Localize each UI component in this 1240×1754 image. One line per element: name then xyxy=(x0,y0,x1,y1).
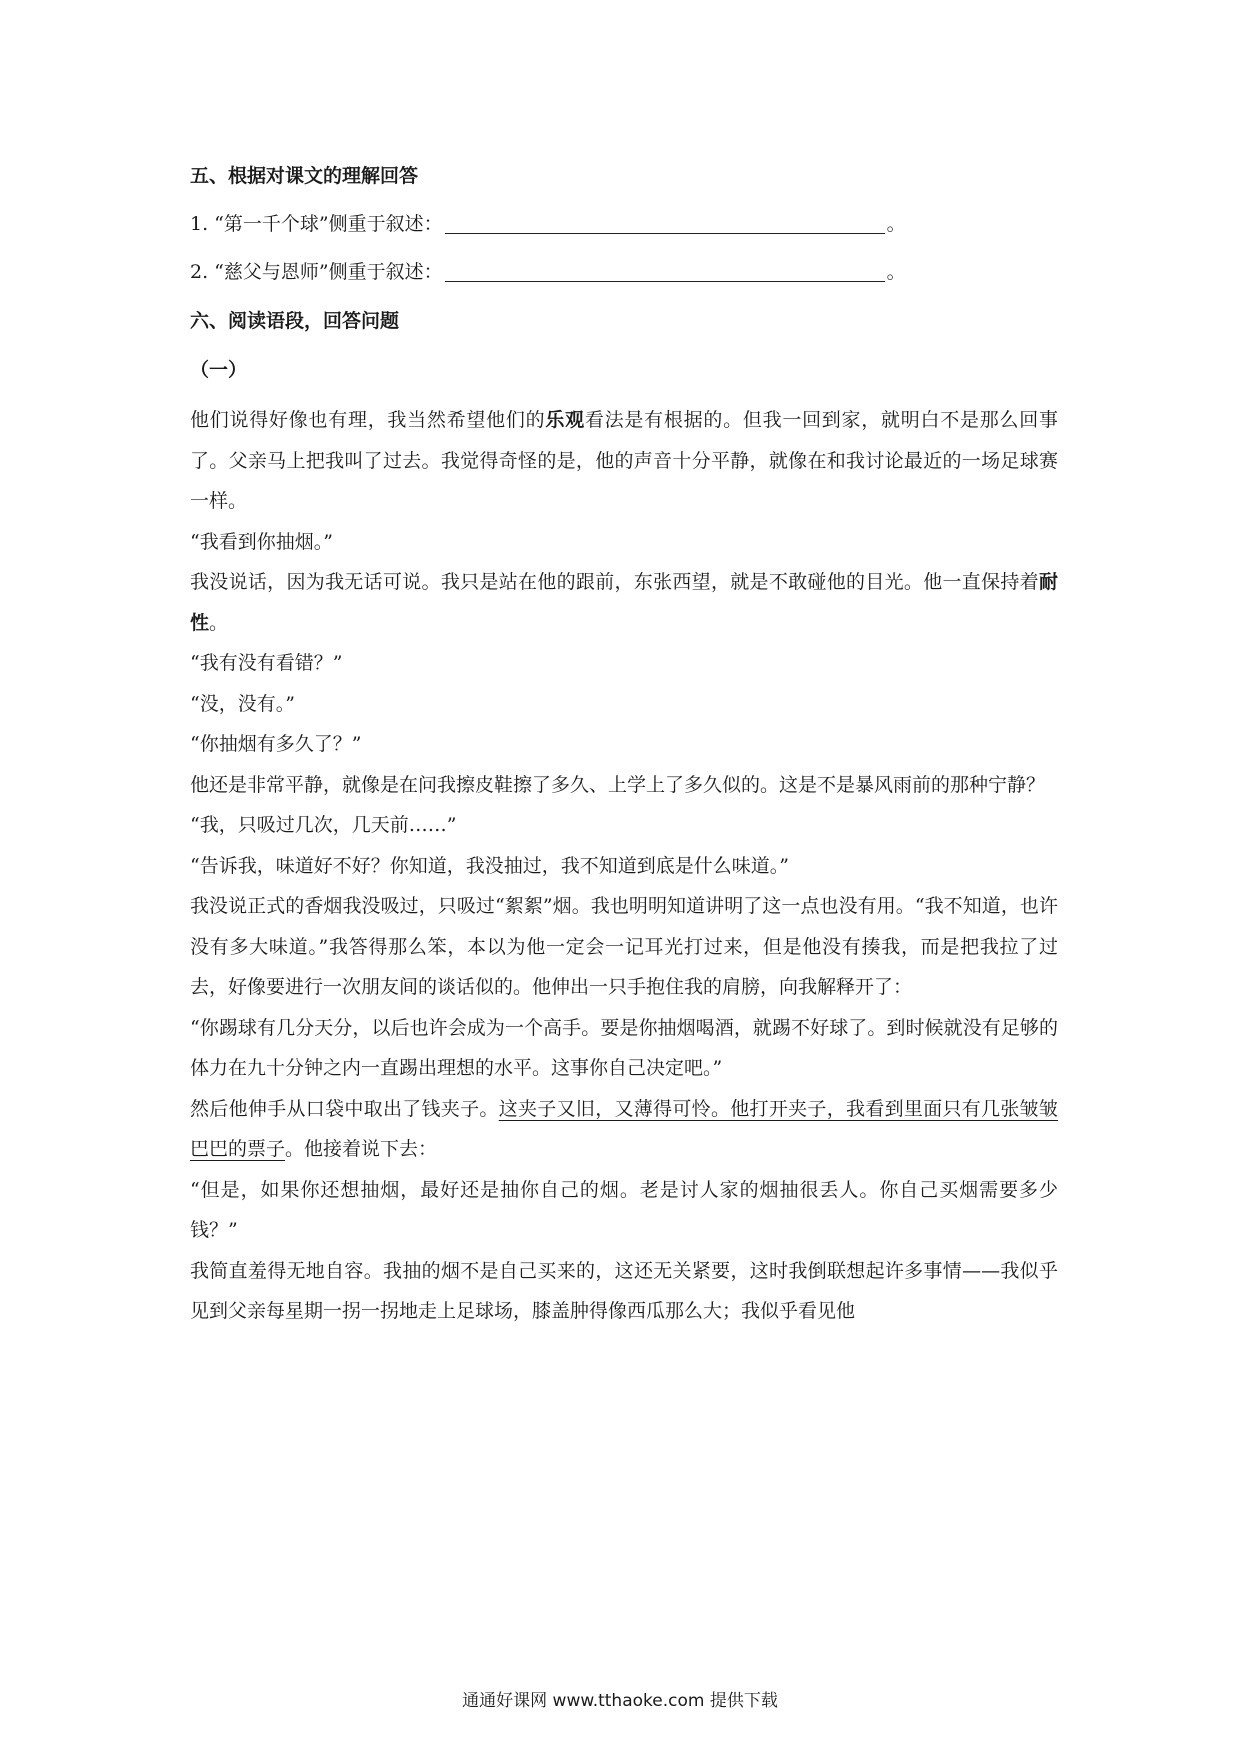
passage-paragraph: “你抽烟有多久了？” xyxy=(190,733,362,755)
passage-paragraph: “我有没有看错？” xyxy=(190,652,343,674)
reading-passage xyxy=(190,400,1058,1332)
passage-paragraph: “你踢球有几分天分，以后也许会成为一个高手。要是你抽烟喝酒，就踢不好球了。到时候就没有足够的体力在九十分钟之内一直踢出理想的水平。这事你自己决定吧。” xyxy=(190,1016,1058,1079)
section-six-heading: 六、阅读语段，回答问题 xyxy=(190,310,400,332)
question-1-text: 1. “第一千个球”侧重于叙述： xyxy=(190,213,443,235)
question-2 xyxy=(190,260,906,284)
passage-text: 我没说话，因为我无话可说。我只是站在他的跟前，东张西望，就是不敢碰他的目光。他一直保持着 xyxy=(190,571,1039,593)
passage-paragraph xyxy=(190,400,1058,522)
passage-text: 他们说得好像也有理，我当然希望他们的 xyxy=(190,409,546,431)
answer-blank-2[interactable] xyxy=(445,261,885,282)
passage-text: 。他接着说下去： xyxy=(285,1138,438,1160)
bold-term-patience: 耐性 xyxy=(190,571,1058,634)
passage-paragraph: 我简直羞得无地自容。我抽的烟不是自己买来的，这还无关紧要，这时我倒联想起许多事情——我似乎见到父亲每星期一拐一拐地走上足球场，膝盖肿得像西瓜那么大；我似乎看见他 xyxy=(190,1259,1058,1322)
page-footer: 通通好课网 www.tthaoke.com 提供下载 xyxy=(462,1691,778,1711)
passage-text: 。 xyxy=(209,611,229,634)
question-1 xyxy=(190,212,906,236)
section-five-heading: 五、根据对课文的理解回答 xyxy=(190,165,419,187)
answer-blank-1[interactable] xyxy=(445,213,885,234)
subsection-heading: （一） xyxy=(190,359,248,381)
question-2-text: 2. “慈父与恩师”侧重于叙述： xyxy=(190,261,443,283)
passage-paragraph: “告诉我，味道好不好？你知道，我没抽过，我不知道到底是什么味道。” xyxy=(190,854,789,877)
passage-paragraph xyxy=(190,1089,1058,1170)
passage-text: 看法是有根据的。但我一回到家，就明白不是那么回事了。父亲马上把我叫了过去。我觉得奇怪的是，他的声音十分平静，就像在和我讨论最近的一场足球赛一样。 xyxy=(190,409,1058,512)
passage-paragraph: “没，没有。” xyxy=(190,692,295,715)
question-1-end: 。 xyxy=(886,213,906,235)
passage-paragraph xyxy=(190,562,1058,643)
question-2-end: 。 xyxy=(886,261,906,283)
passage-paragraph: “但是，如果你还想抽烟，最好还是抽你自己的烟。老是讨人家的烟抽很丢人。你自己买烟需要多少钱？” xyxy=(190,1178,1058,1241)
passage-paragraph: 我没说正式的香烟我没吸过，只吸过“絮絮”烟。我也明明知道讲明了这一点也没有用。“我不知道，也许没有多大味道。”我答得那么笨，本以为他一定会一记耳光打过来，但是他没有揍我，而是把我拉了过去，好像要进行一次朋友间的谈话似的。他伸出一只手抱住我的肩膀，向我解释开了： xyxy=(190,895,1058,998)
bold-term-optimism: 乐观 xyxy=(545,409,585,431)
passage-text: 然后他伸手从口袋中取出了钱夹子。 xyxy=(190,1097,499,1120)
passage-paragraph: “我，只吸过几次，几天前……” xyxy=(190,814,457,836)
underlined-sentence: 这夹子又旧，又薄得可怜。他打开夹子，我看到里面只有几张皱皱巴巴的票子 xyxy=(190,1097,1058,1160)
passage-paragraph: “我看到你抽烟。” xyxy=(190,530,333,553)
passage-paragraph: 他还是非常平静，就像是在问我擦皮鞋擦了多久、上学上了多久似的。这是不是暴风雨前的那种宁静？ xyxy=(190,773,1046,796)
